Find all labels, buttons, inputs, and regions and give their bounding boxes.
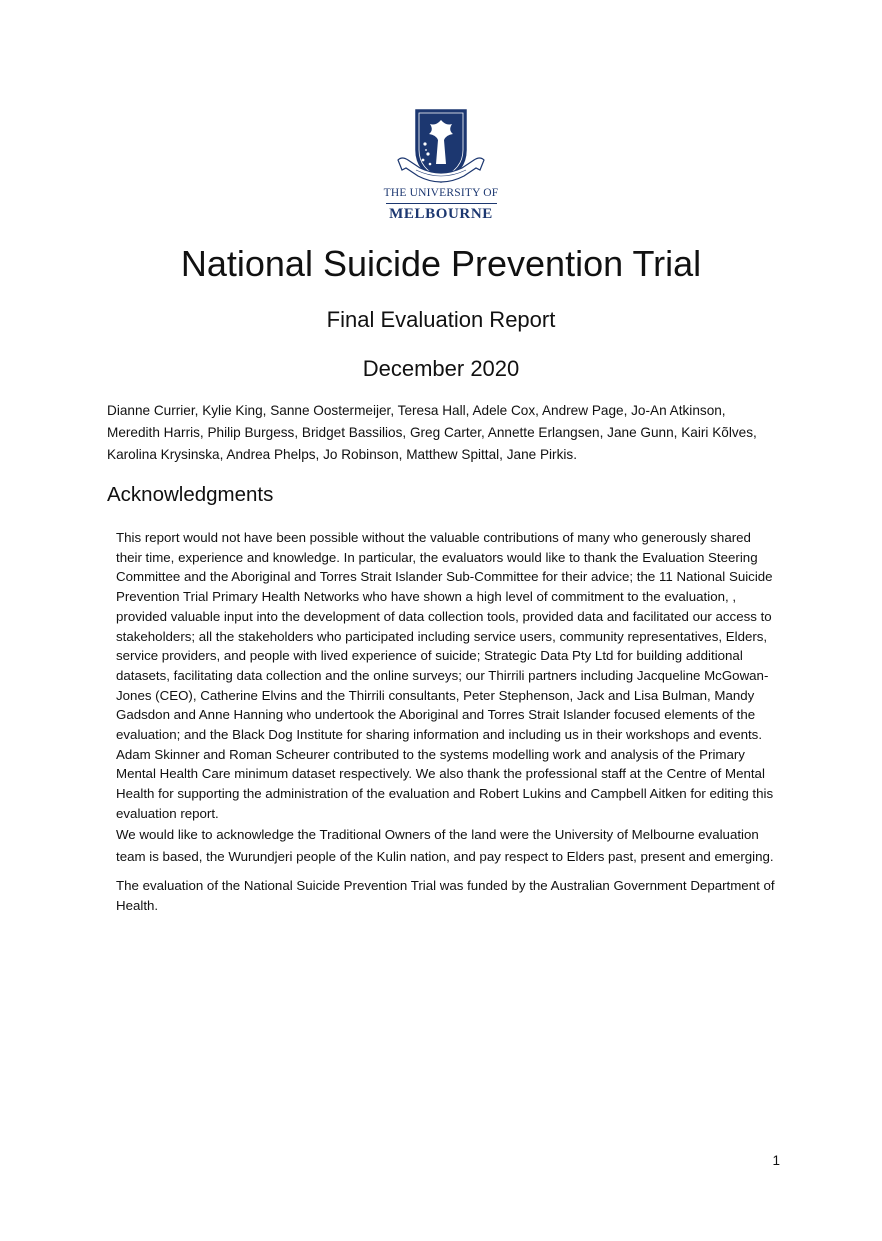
acknowledgments-paragraph-2: We would like to acknowledge the Traditional Owners of the land were the University of Melbourne evaluation team is based, the Wurundjeri people of the Kulin nation, and pay respect to Elders past, present and emerging. (116, 826, 774, 864)
author-list: Dianne Currier, Kylie King, Sanne Oostermeijer, Teresa Hall, Adele Cox, Andrew Page, Jo-An Atkinson, Meredith Harris, Philip Burgess, Bridget Bassilios, Greg Carter, Annette Erlangsen, Jane Gunn, Kairi Kõlves, Karolina Krysinska, Andrea Phelps, Jo Robinson, Matthew Spittal, Jane Pirkis. (107, 403, 757, 462)
logo-divider (386, 203, 497, 204)
logo-text-melbourne: MELBOURNE (389, 206, 493, 222)
page-number: 1 (772, 1153, 780, 1168)
report-date: December 2020 (362, 356, 520, 381)
report-subtitle: Final Evaluation Report (326, 307, 556, 332)
report-title: National Suicide Prevention Trial (180, 243, 702, 284)
acknowledgments-heading: Acknowledgments (107, 483, 274, 506)
funding-statement: The evaluation of the National Suicide Prevention Trial was funded by the Australian Government Department of Health. (116, 877, 775, 913)
acknowledgments-body (116, 528, 776, 916)
university-crest-icon (380, 104, 502, 186)
logo-text-university-of: THE UNIVERSITY OF (383, 187, 499, 199)
acknowledgments-paragraph-1: This report would not have been possible without the valuable contributions of many who generously shared their time, experience and knowledge. In particular, the evaluators would like to thank the Evaluation Steering Committee and the Aboriginal and Torres Strait Islander Sub-Committee for their advice; the 11 National Suicide Prevention Trial Primary Health Networks who have shown a high level of commitment to the evaluation, , provided valuable input into the development of data collection tools, provided data and facilitated our access to stakeholders; all the stakeholders who participated including service users, community representatives, Elders, service providers, and people with lived experience of suicide; Strategic Data Pty Ltd for building additional datasets, facilitating data collection and the online surveys; our Thirrili partners including Jacqueline McGowan-Jones (CEO), Catherine Elvins and the Thirrili consultants, Peter Stephenson, Jack and Lisa Bulman, Mandy Gadsdon and Anne Hanning who undertook the Aboriginal and Torres Strait Islander focused elements of the evaluation; and the Black Dog Institute for sharing information and including us in their workshops and events. Adam Skinner and Roman Scheurer contributed to the systems modelling work and analysis of the Primary Mental Health Care minimum dataset respectively. We also thank the professional staff at the Centre of Mental Health for supporting the administration of the evaluation and Robert Lukins and Campbell Aitken for editing this evaluation report. (116, 530, 774, 821)
